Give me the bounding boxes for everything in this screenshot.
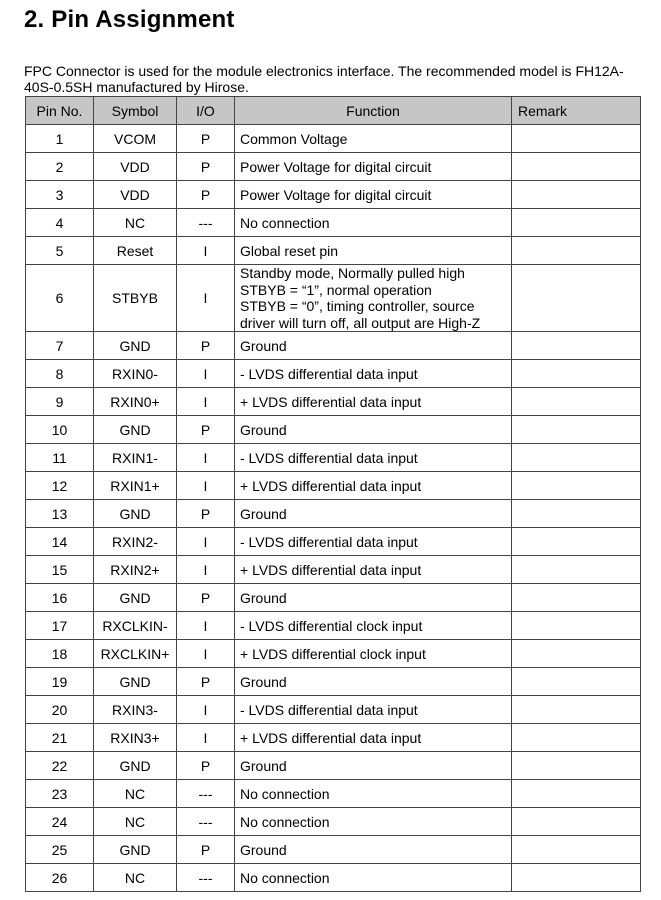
header-remark: Remark [512, 97, 641, 125]
function-cell: No connection [235, 209, 512, 237]
header-pin-no: Pin No. [26, 97, 94, 125]
function-cell: No connection [235, 808, 512, 836]
table-row [26, 360, 641, 388]
symbol-cell: VDD [94, 153, 177, 181]
function-cell: Ground [235, 668, 512, 696]
remark-cell [512, 265, 641, 332]
io-cell: P [177, 181, 235, 209]
pin-number-cell: 19 [26, 668, 94, 696]
pin-number-cell: 7 [26, 332, 94, 360]
table-row [26, 528, 641, 556]
symbol-cell: RXIN1- [94, 444, 177, 472]
page-title: 2. Pin Assignment [24, 6, 235, 33]
function-cell: Global reset pin [235, 237, 512, 265]
io-cell: P [177, 332, 235, 360]
header-io: I/O [177, 97, 235, 125]
remark-cell [512, 209, 641, 237]
table-row [26, 209, 641, 237]
io-cell: P [177, 416, 235, 444]
remark-cell [512, 780, 641, 808]
pin-number-cell: 4 [26, 209, 94, 237]
table-row [26, 181, 641, 209]
symbol-cell: VDD [94, 181, 177, 209]
table-row [26, 125, 641, 153]
io-cell: I [177, 640, 235, 668]
table-row [26, 752, 641, 780]
symbol-cell: GND [94, 332, 177, 360]
symbol-cell: NC [94, 209, 177, 237]
header-symbol: Symbol [94, 97, 177, 125]
io-cell: P [177, 500, 235, 528]
function-cell: Ground [235, 500, 512, 528]
table-row [26, 836, 641, 864]
io-cell: P [177, 836, 235, 864]
remark-cell [512, 696, 641, 724]
remark-cell [512, 752, 641, 780]
pin-number-cell: 24 [26, 808, 94, 836]
table-row [26, 864, 641, 892]
function-cell: No connection [235, 780, 512, 808]
pin-number-cell: 9 [26, 388, 94, 416]
pin-number-cell: 12 [26, 472, 94, 500]
io-cell: I [177, 472, 235, 500]
pin-number-cell: 10 [26, 416, 94, 444]
io-cell: P [177, 153, 235, 181]
table-row [26, 584, 641, 612]
symbol-cell: GND [94, 836, 177, 864]
remark-cell [512, 556, 641, 584]
function-cell: Common Voltage [235, 125, 512, 153]
remark-cell [512, 640, 641, 668]
io-cell: I [177, 265, 235, 332]
io-cell: --- [177, 864, 235, 892]
symbol-cell: VCOM [94, 125, 177, 153]
function-cell: + LVDS differential data input [235, 472, 512, 500]
remark-cell [512, 668, 641, 696]
table-row [26, 444, 641, 472]
pin-number-cell: 2 [26, 153, 94, 181]
symbol-cell: NC [94, 780, 177, 808]
remark-cell [512, 416, 641, 444]
function-cell: - LVDS differential data input [235, 444, 512, 472]
function-cell: - LVDS differential clock input [235, 612, 512, 640]
pin-number-cell: 14 [26, 528, 94, 556]
io-cell: I [177, 360, 235, 388]
symbol-cell: RXIN0- [94, 360, 177, 388]
table-row [26, 500, 641, 528]
function-cell: + LVDS differential clock input [235, 640, 512, 668]
io-cell: I [177, 612, 235, 640]
intro-paragraph: FPC Connector is used for the module electronics interface. The recommended model is FH12A-40S-0.5SH manufactured by Hirose. [24, 63, 624, 95]
function-cell: Ground [235, 836, 512, 864]
pin-number-cell: 8 [26, 360, 94, 388]
remark-cell [512, 360, 641, 388]
function-cell: Power Voltage for digital circuit [235, 181, 512, 209]
table-row [26, 556, 641, 584]
table-row [26, 808, 641, 836]
remark-cell [512, 836, 641, 864]
symbol-cell: NC [94, 864, 177, 892]
function-cell: + LVDS differential data input [235, 388, 512, 416]
function-cell: Ground [235, 416, 512, 444]
remark-cell [512, 864, 641, 892]
symbol-cell: RXIN3+ [94, 724, 177, 752]
symbol-cell: GND [94, 668, 177, 696]
io-cell: I [177, 528, 235, 556]
io-cell: I [177, 444, 235, 472]
pin-number-cell: 6 [26, 265, 94, 332]
io-cell: P [177, 752, 235, 780]
symbol-cell: GND [94, 584, 177, 612]
pin-number-cell: 1 [26, 125, 94, 153]
io-cell: I [177, 237, 235, 265]
pin-number-cell: 20 [26, 696, 94, 724]
function-cell: No connection [235, 864, 512, 892]
symbol-cell: RXCLKIN+ [94, 640, 177, 668]
symbol-cell: NC [94, 808, 177, 836]
pin-number-cell: 25 [26, 836, 94, 864]
function-cell: Power Voltage for digital circuit [235, 153, 512, 181]
io-cell: --- [177, 209, 235, 237]
pin-assignment-table [25, 96, 641, 892]
io-cell: --- [177, 780, 235, 808]
pin-number-cell: 26 [26, 864, 94, 892]
symbol-cell: GND [94, 416, 177, 444]
remark-cell [512, 612, 641, 640]
symbol-cell: GND [94, 752, 177, 780]
symbol-cell: STBYB [94, 265, 177, 332]
pin-number-cell: 23 [26, 780, 94, 808]
pin-number-cell: 21 [26, 724, 94, 752]
pin-number-cell: 5 [26, 237, 94, 265]
table-row [26, 265, 641, 332]
function-cell: - LVDS differential data input [235, 360, 512, 388]
function-cell: - LVDS differential data input [235, 696, 512, 724]
pin-number-cell: 13 [26, 500, 94, 528]
function-cell: - LVDS differential data input [235, 528, 512, 556]
io-cell: P [177, 668, 235, 696]
symbol-cell: RXIN1+ [94, 472, 177, 500]
function-text: Standby mode, Normally pulled high STBYB = “1”, normal operation STBYB = “0”, timing controller, source driver will turn off, all output are High-Z [240, 265, 481, 331]
symbol-cell: RXCLKIN- [94, 612, 177, 640]
function-cell: + LVDS differential data input [235, 724, 512, 752]
remark-cell [512, 237, 641, 265]
pin-number-cell: 15 [26, 556, 94, 584]
table-row [26, 724, 641, 752]
io-cell: --- [177, 808, 235, 836]
remark-cell [512, 332, 641, 360]
remark-cell [512, 125, 641, 153]
table-row [26, 612, 641, 640]
symbol-cell: RXIN0+ [94, 388, 177, 416]
io-cell: I [177, 696, 235, 724]
table-row [26, 388, 641, 416]
remark-cell [512, 472, 641, 500]
function-cell [235, 265, 512, 332]
io-cell: I [177, 724, 235, 752]
table-row [26, 416, 641, 444]
pin-number-cell: 22 [26, 752, 94, 780]
symbol-cell: RXIN2- [94, 528, 177, 556]
header-function: Function [235, 97, 512, 125]
io-cell: I [177, 556, 235, 584]
io-cell: P [177, 584, 235, 612]
remark-cell [512, 153, 641, 181]
function-cell: Ground [235, 584, 512, 612]
symbol-cell: RXIN3- [94, 696, 177, 724]
pin-number-cell: 11 [26, 444, 94, 472]
pin-number-cell: 3 [26, 181, 94, 209]
function-cell: + LVDS differential data input [235, 556, 512, 584]
table-row [26, 780, 641, 808]
table-row [26, 332, 641, 360]
remark-cell [512, 724, 641, 752]
remark-cell [512, 500, 641, 528]
remark-cell [512, 181, 641, 209]
io-cell: I [177, 388, 235, 416]
table-body [26, 125, 641, 892]
table-header-row [26, 97, 641, 125]
symbol-cell: RXIN2+ [94, 556, 177, 584]
io-cell: P [177, 125, 235, 153]
pin-number-cell: 18 [26, 640, 94, 668]
remark-cell [512, 444, 641, 472]
table-row [26, 237, 641, 265]
table-row [26, 153, 641, 181]
remark-cell [512, 808, 641, 836]
table-row [26, 696, 641, 724]
symbol-cell: GND [94, 500, 177, 528]
pin-number-cell: 16 [26, 584, 94, 612]
remark-cell [512, 388, 641, 416]
remark-cell [512, 584, 641, 612]
function-cell: Ground [235, 332, 512, 360]
table-row [26, 668, 641, 696]
function-cell: Ground [235, 752, 512, 780]
remark-cell [512, 528, 641, 556]
table-row [26, 472, 641, 500]
pin-number-cell: 17 [26, 612, 94, 640]
symbol-cell: Reset [94, 237, 177, 265]
table-row [26, 640, 641, 668]
